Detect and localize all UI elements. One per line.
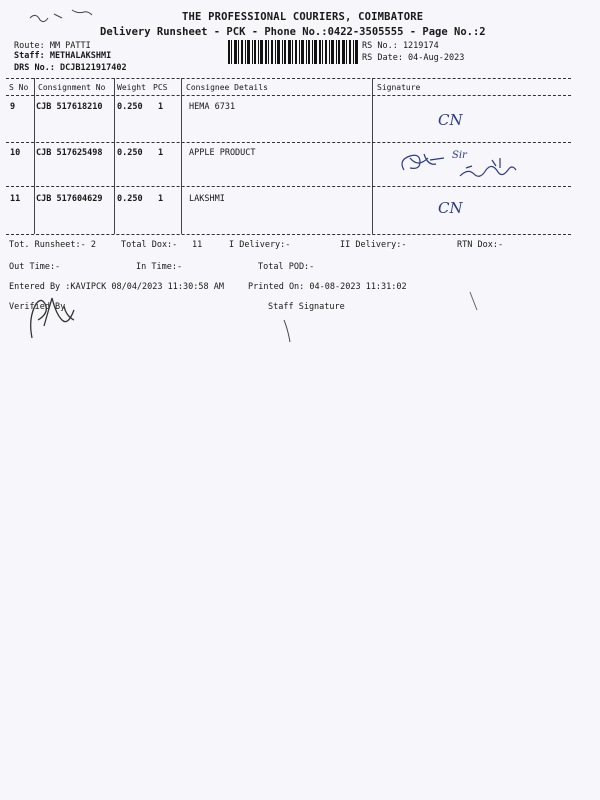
col-divider [372, 78, 373, 234]
row-weight: 0.250 [117, 148, 143, 158]
row-rule [6, 142, 571, 143]
row-sno: 9 [10, 102, 16, 112]
handwritten-mark [28, 6, 98, 26]
row-consignment: CJB 517618210 [36, 102, 103, 112]
row-pcs: 1 [158, 148, 164, 158]
rs-date: RS Date: 04-Aug-2023 [362, 53, 465, 63]
company-title: THE PROFESSIONAL COURIERS, COIMBATORE [182, 11, 424, 23]
drs-number: DRS No.: DCJB121917402 [14, 63, 127, 73]
staff-label: Staff: METHALAKSHMI [14, 51, 112, 61]
row-signature: Sir [452, 150, 467, 161]
total-runsheet: Tot. Runsheet:- 2 [9, 240, 96, 250]
header-bottom-rule [6, 95, 571, 96]
rs-number: RS No.: 1219174 [362, 41, 439, 51]
row-consignee: LAKSHMI [189, 194, 225, 204]
total-dox-value: 11 [192, 240, 203, 250]
row-weight: 0.250 [117, 194, 143, 204]
col-divider [34, 78, 35, 234]
row-pcs: 1 [158, 194, 164, 204]
col-header-sno: S No [9, 83, 29, 92]
total-pod: Total POD:- [258, 262, 315, 272]
col-header-consignee: Consignee Details [186, 83, 268, 92]
row-rule [6, 186, 571, 187]
col-header-signature: Signature [377, 83, 421, 92]
col-header-pcs: PCS [153, 83, 168, 92]
col-divider [114, 78, 115, 234]
entered-by: Entered By :KAVIPCK 08/04/2023 11:30:58 AM [9, 282, 224, 292]
col-divider [181, 78, 182, 234]
route-label: Route: MM PATTI [14, 41, 91, 51]
runsheet-title: Delivery Runsheet - PCK - Phone No.:0422-3505555 - Page No.:2 [100, 26, 486, 38]
row-sno: 11 [10, 194, 21, 204]
col-header-consignment: Consignment No [38, 83, 106, 92]
in-time: In Time:- [136, 262, 183, 272]
verified-by: Verified By [9, 302, 66, 312]
row-consignment: CJB 517604629 [36, 194, 103, 204]
verifier-signature [22, 286, 82, 346]
row-sno: 10 [10, 148, 21, 158]
row-signature: CN [438, 199, 463, 217]
col-header-weight: Weight [117, 83, 146, 92]
table-top-rule [6, 78, 571, 79]
row-consignee: HEMA 6731 [189, 102, 236, 112]
row-signature: CN [438, 111, 463, 129]
ii-delivery: II Delivery:- [340, 240, 407, 250]
row-consignment: CJB 517625498 [36, 148, 103, 158]
staff-signature: Staff Signature [268, 302, 345, 312]
rtn-dox: RTN Dox:- [457, 240, 504, 250]
barcode [228, 40, 358, 64]
row-consignee: APPLE PRODUCT [189, 148, 256, 158]
pen-mark [282, 318, 294, 344]
printed-on: Printed On: 04-08-2023 11:31:02 [248, 282, 407, 292]
i-delivery: I Delivery:- [229, 240, 291, 250]
table-bottom-rule [6, 234, 571, 235]
pen-mark [468, 290, 480, 314]
total-dox-label: Total Dox:- [121, 240, 178, 250]
row-weight: 0.250 [117, 102, 143, 112]
row-pcs: 1 [158, 102, 164, 112]
out-time: Out Time:- [9, 262, 61, 272]
